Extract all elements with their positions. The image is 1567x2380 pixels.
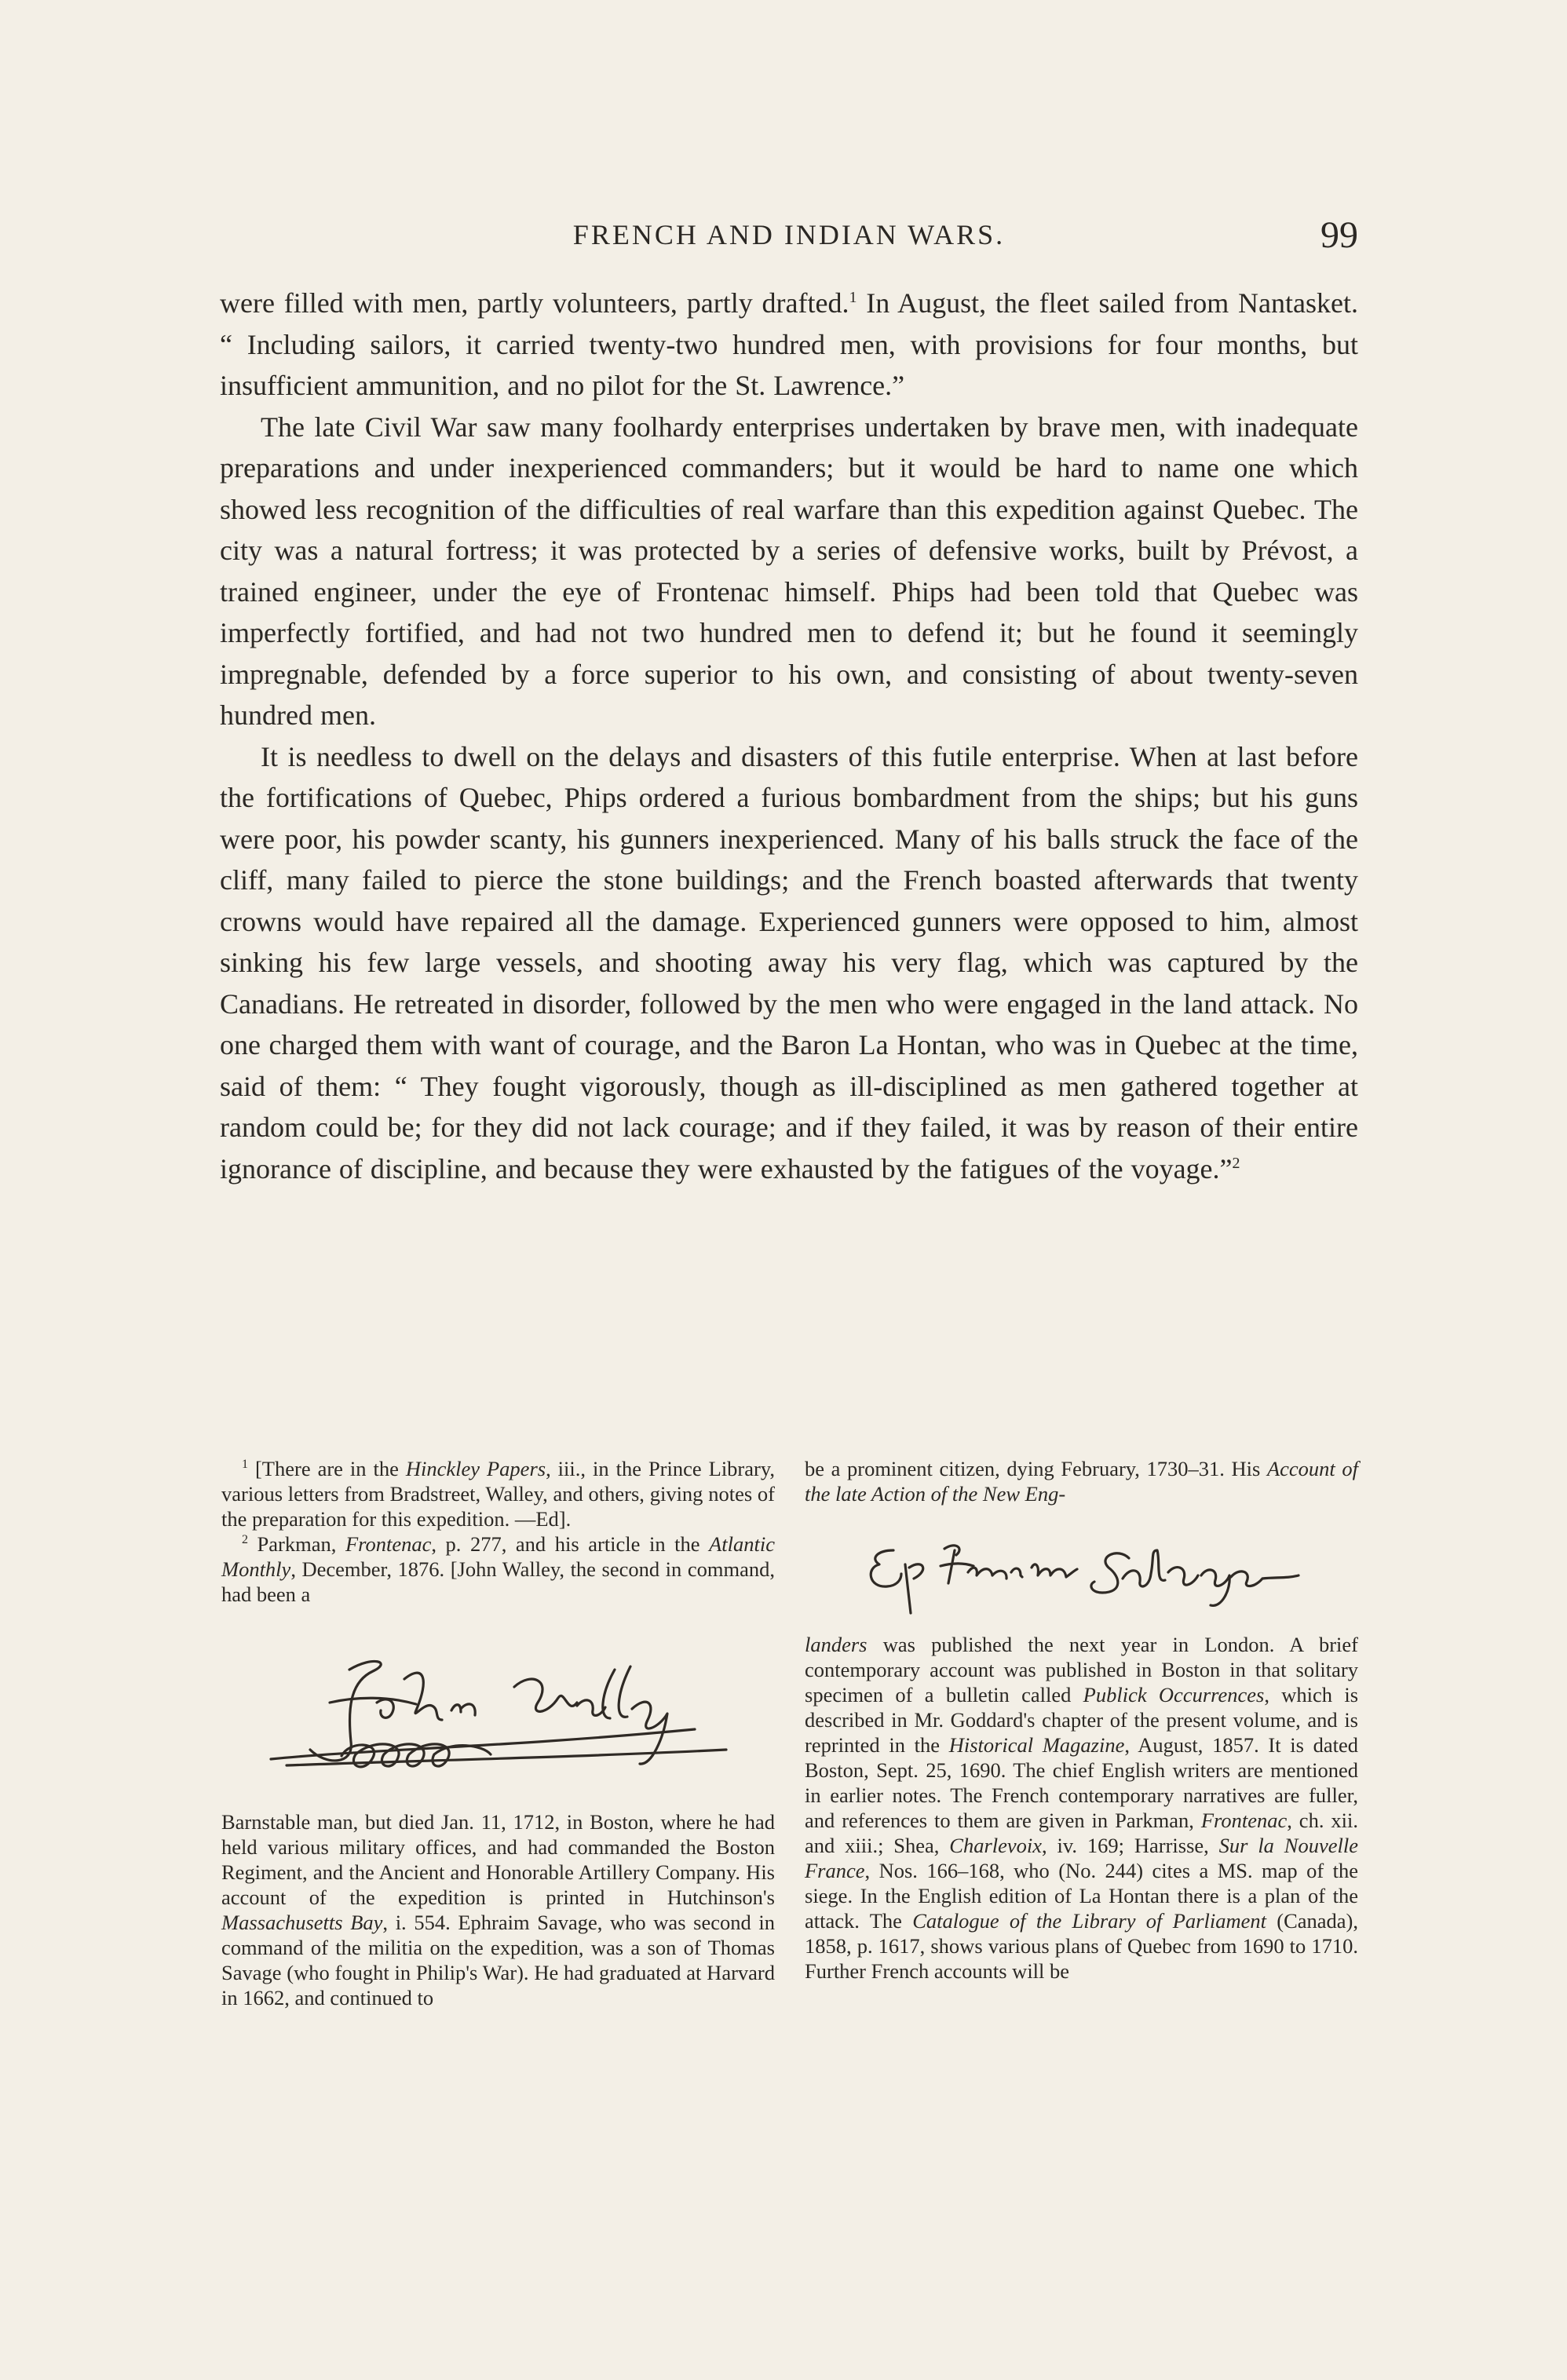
footnote-right-text-7: , Nos. 166–168, who (No. 244) cites a MS. map of the siege. In the English edition of La Hontan there is a plan of the attack. The <box>805 1859 1358 1933</box>
footnote-1 <box>221 1456 775 1531</box>
main-text <box>220 283 1358 1189</box>
paragraph-1-text-a: were filled with men, partly volunteers, partly drafted. <box>220 287 849 319</box>
running-title: FRENCH AND INDIAN WARS. <box>572 219 1006 250</box>
paragraph-1-text-b: In August, the fleet sailed from Nantasket. “ Including sailors, it carried twenty-two hundred men, with provisions for four months, but insufficient ammunition, and no pilot for the St. Lawrence.” <box>220 287 1359 401</box>
footnote-2-title-2: Atlantic Monthly <box>221 1532 776 1581</box>
footnote-2-text-d: Barnstable man, but died Jan. 11, 1712, in Boston, where he had held various military offices, and had commanded the Boston Regiment, and the Ancient and Honorable Artillery Company. His account of the expedition is printed in Hutchinson's <box>221 1810 775 1909</box>
footnote-right-text-3: , which is described in Mr. Goddard's chapter of the present volume, and is reprinted in the <box>805 1683 1359 1757</box>
footnote-right-text-4: , August, 1857. It is dated Boston, Sept. 25, 1690. The chief English writers are mentioned in earlier notes. The French contemporary narratives are fuller, and references to them are given in Parkman, <box>805 1733 1358 1832</box>
footnote-2-text-b: , p. 277, and his article in the <box>431 1532 710 1556</box>
footnote-2-text-e: , i. 554. Ephraim Savage, who was second in command of the militia on the expedition, was a son of Thomas Savage (who fought in Philip's War). He had graduated at Harvard in 1662, and continued to <box>221 1911 775 2009</box>
paragraph-2: The late Civil War saw many foolhardy enterprises undertaken by brave men, with inadequate preparations and under inexperienced commanders; but it would be hard to name one which showed less recognition of the difficulties of real warfare than this expedition against Quebec. The city was a natural fortress; it was protected by a series of defensive works, built by Prévost, a trained engineer, under the eye of Frontenac himself. Phips had been told that Quebec was imperfectly fortified, and had not two hundred men to defend it; but he found it seemingly impregnable, defended by a force superior to his own, and consisting of about twenty-seven hundred men. <box>220 411 1358 731</box>
footnote-2-text-a: Parkman, <box>248 1532 345 1556</box>
footnote-right-title-4: Historical Magazine <box>948 1733 1125 1757</box>
paragraph-3 <box>220 736 1358 1190</box>
footnote-right-title-7: Sur la Nouvelle France <box>805 1834 1358 1882</box>
footnote-2-right-part-1 <box>805 1456 1358 1506</box>
footnote-2-right-part-2 <box>805 1632 1358 1984</box>
footnote-right-text-1: be a prominent citizen, dying February, 1730–31. His <box>805 1457 1267 1480</box>
footnote-right-title-3: Publick Occurrences <box>1083 1683 1265 1707</box>
footnote-1-text-a: [There are in the <box>248 1457 406 1480</box>
footnote-2 <box>221 1531 775 1607</box>
savage-signature <box>838 1527 1325 1621</box>
footnote-right-text-8: (Canada), 1858, p. 1617, shows various plans of Quebec from 1690 to 1710. Further French accounts will be <box>805 1909 1358 1983</box>
footnote-right-title-1: Account of the late Action of the New Eng- <box>805 1457 1359 1506</box>
footnote-right-title-8: Catalogue of the Library of Parliament <box>912 1909 1266 1933</box>
footnote-2-title-3: Massachusetts Bay <box>221 1911 383 1934</box>
footnote-right-title-6: Charlevoix <box>949 1834 1043 1857</box>
footnote-2-mark: 2 <box>242 1533 248 1547</box>
running-head <box>220 214 1358 261</box>
footnote-right-title-5: Frontenac <box>1200 1809 1288 1832</box>
footnote-1-mark: 1 <box>242 1458 248 1472</box>
footnote-column-right <box>805 1456 1358 1984</box>
walley-signature <box>255 1648 742 1781</box>
footnote-right-text-5: , ch. xii. and xiii.; Shea, <box>805 1809 1358 1857</box>
footnote-2-continued <box>221 1809 775 2010</box>
footnote-right-title-2: landers <box>805 1633 868 1656</box>
footnote-2-title-1: Frontenac <box>345 1532 432 1556</box>
footnote-ref-1: 1 <box>849 289 857 306</box>
page-number: 99 <box>1320 214 1358 256</box>
footnote-right-text-6: , iv. 169; Harrisse, <box>1042 1834 1219 1857</box>
footnote-1-title: Hinckley Papers <box>405 1457 546 1480</box>
paragraph-3-text: It is needless to dwell on the delays and disasters of this futile enterprise. When at last before the fortifications of Quebec, Phips ordered a furious bombardment from the ships; but his guns were poor, his powder scanty, his gunners inexperienced. Many of his balls struck the face of the cliff, many failed to pierce the stone buildings; and the French boasted afterwards that twenty crowns would have repaired all the damage. Experienced gunners were opposed to him, almost sinking his few large vessels, and shooting away his very flag, which was captured by the Canadians. He retreated in disorder, followed by the men who were engaged in the land attack. No one charged them with want of courage, and the Baron La Hontan, who was in Quebec at the time, said of them: “ They fought vigorously, though as ill-disciplined as men gathered together at random could be; for they did not lack courage; and if they failed, it was by reason of their entire ignorance of discipline, and because they were exhausted by the fatigues of the voyage.” <box>220 740 1358 1185</box>
footnote-2-text-c: , December, 1876. [John Walley, the second in command, had been a <box>221 1557 775 1606</box>
footnote-right-text-2: was published the next year in London. A brief contemporary account was published in Boston in that solitary specimen of a bulletin called <box>805 1633 1358 1707</box>
footnote-column-left <box>221 1456 775 2010</box>
paragraph-1 <box>220 283 1358 407</box>
footnote-1-text-b: , iii., in the Prince Library, various letters from Bradstreet, Walley, and others, giving notes of the preparation for this expedition. —Ed]. <box>221 1457 775 1531</box>
footnote-ref-2: 2 <box>1232 1154 1240 1172</box>
